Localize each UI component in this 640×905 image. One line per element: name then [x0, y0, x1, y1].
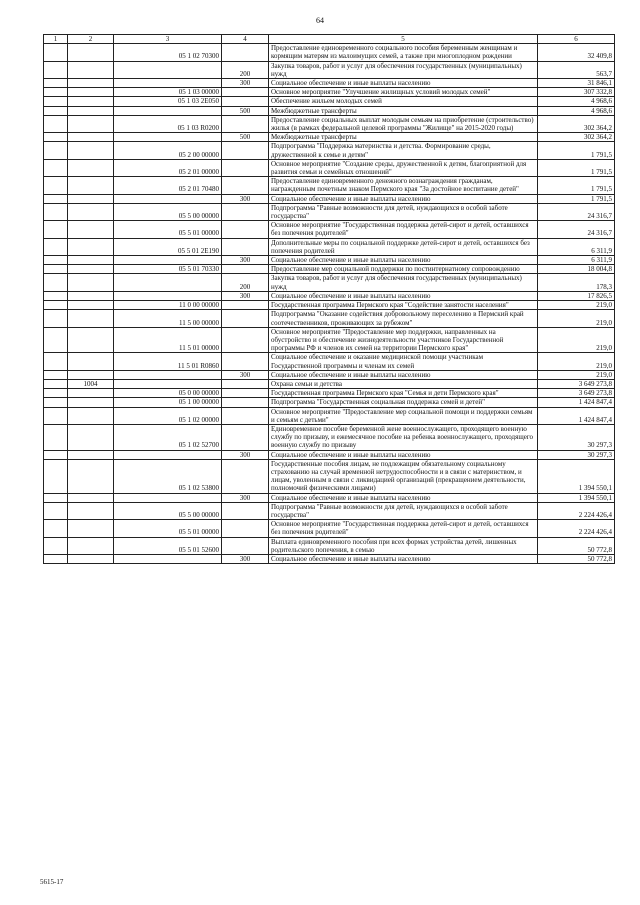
section-cell: [44, 274, 68, 291]
subsection-cell: [68, 424, 114, 450]
budget-table: [43, 34, 615, 564]
description-cell: Единовременное пособие беременной жене военнослужащего, проходящего военную службу по призыву, и ежемесячное пособие на ребенка военнослужащего, проходящего военную службу по призыву: [269, 424, 538, 450]
description-cell: Основное мероприятие "Государственная поддержка детей-сирот и детей, оставшихся без попечения родителей": [269, 520, 538, 537]
amount-cell: 219,0: [538, 310, 615, 327]
expense-type-cell: [222, 424, 269, 450]
section-cell: [44, 133, 68, 142]
target-article-cell: 11 5 01 00000: [114, 327, 222, 353]
table-row: [44, 379, 615, 388]
expense-type-cell: 200: [222, 274, 269, 291]
subsection-cell: [68, 133, 114, 142]
section-cell: [44, 194, 68, 203]
expense-type-cell: [222, 115, 269, 132]
header-cell-3: 3: [114, 35, 222, 44]
section-cell: [44, 370, 68, 379]
amount-cell: 3 649 273,8: [538, 379, 615, 388]
target-article-cell: 05 1 03 00000: [114, 88, 222, 97]
target-article-cell: [114, 133, 222, 142]
table-row: [44, 203, 615, 220]
amount-cell: 31 846,1: [538, 79, 615, 88]
description-cell: Государственные пособия лицам, не подлежащим обязательному социальному страхованию на случай временной нетрудоспособности и в связи с материнством, и лицам, уволенным в связи с ликвидацией организаций (прекращением деятельности, полномочий физическими лицами): [269, 459, 538, 493]
section-cell: [44, 398, 68, 407]
table-row: [44, 274, 615, 291]
section-cell: [44, 203, 68, 220]
description-cell: Предоставление единовременного социального пособия беременным женщинам и кормящим матерям из малоимущих семей, а также при многоплодном рождении: [269, 44, 538, 61]
table-row: [44, 142, 615, 159]
expense-type-cell: [222, 398, 269, 407]
target-article-cell: 05 0 00 00000: [114, 389, 222, 398]
target-article-cell: 11 0 00 00000: [114, 301, 222, 310]
target-article-cell: [114, 370, 222, 379]
table-row: [44, 450, 615, 459]
subsection-cell: [68, 310, 114, 327]
subsection-cell: [68, 79, 114, 88]
target-article-cell: 05 2 00 00000: [114, 142, 222, 159]
section-cell: [44, 221, 68, 238]
section-cell: [44, 115, 68, 132]
amount-cell: 563,7: [538, 61, 615, 78]
amount-cell: 219,0: [538, 370, 615, 379]
subsection-cell: [68, 265, 114, 274]
section-cell: [44, 44, 68, 61]
amount-cell: 2 224 426,4: [538, 502, 615, 519]
description-cell: Подпрограмма "Государственная социальная поддержка семей и детей": [269, 398, 538, 407]
table-row: [44, 407, 615, 424]
target-article-cell: 05 5 01 70330: [114, 265, 222, 274]
amount-cell: 178,3: [538, 274, 615, 291]
target-article-cell: [114, 256, 222, 265]
table-row: [44, 502, 615, 519]
expense-type-cell: [222, 301, 269, 310]
amount-cell: 302 364,2: [538, 115, 615, 132]
table-row: [44, 79, 615, 88]
amount-cell: 6 311,9: [538, 238, 615, 255]
section-cell: [44, 256, 68, 265]
expense-type-cell: [222, 537, 269, 554]
expense-type-cell: [222, 142, 269, 159]
target-article-cell: [114, 493, 222, 502]
subsection-cell: [68, 301, 114, 310]
expense-type-cell: [222, 159, 269, 176]
amount-cell: 1 791,5: [538, 159, 615, 176]
subsection-cell: [68, 194, 114, 203]
document-code: 5615-17: [40, 878, 64, 886]
description-cell: Социальное обеспечение и иные выплаты населению: [269, 79, 538, 88]
table-row: [44, 194, 615, 203]
expense-type-cell: [222, 459, 269, 493]
expense-type-cell: [222, 502, 269, 519]
header-cell-6: 6: [538, 35, 615, 44]
amount-cell: 2 224 426,4: [538, 520, 615, 537]
section-cell: [44, 142, 68, 159]
amount-cell: 32 409,8: [538, 44, 615, 61]
expense-type-cell: [222, 203, 269, 220]
expense-type-cell: [222, 327, 269, 353]
subsection-cell: [68, 274, 114, 291]
amount-cell: 1 394 550,1: [538, 459, 615, 493]
section-cell: [44, 265, 68, 274]
amount-cell: 1 791,5: [538, 194, 615, 203]
section-cell: [44, 450, 68, 459]
table-row: [44, 265, 615, 274]
table-row: [44, 554, 615, 563]
subsection-cell: [68, 520, 114, 537]
expense-type-cell: 300: [222, 450, 269, 459]
section-cell: [44, 177, 68, 194]
expense-type-cell: [222, 310, 269, 327]
subsection-cell: [68, 221, 114, 238]
target-article-cell: 11 5 00 00000: [114, 310, 222, 327]
subsection-cell: [68, 44, 114, 61]
subsection-cell: [68, 398, 114, 407]
expense-type-cell: [222, 238, 269, 255]
table-row: [44, 44, 615, 61]
section-cell: [44, 493, 68, 502]
table-row: [44, 424, 615, 450]
expense-type-cell: [222, 407, 269, 424]
table-row: [44, 106, 615, 115]
amount-cell: 4 968,6: [538, 97, 615, 106]
subsection-cell: 1004: [68, 379, 114, 388]
expense-type-cell: [222, 520, 269, 537]
target-article-cell: 05 5 01 00000: [114, 221, 222, 238]
subsection-cell: [68, 256, 114, 265]
table-row: [44, 88, 615, 97]
subsection-cell: [68, 88, 114, 97]
description-cell: Социальное обеспечение и иные выплаты населению: [269, 450, 538, 459]
target-article-cell: 05 1 02 00000: [114, 407, 222, 424]
description-cell: Подпрограмма "Равные возможности для детей, нуждающихся в особой заботе государства": [269, 502, 538, 519]
description-cell: Предоставление социальных выплат молодым семьям на приобретение (строительство) жилья (в рамках федеральной целевой программы "Жилище" на 2015-2020 годы): [269, 115, 538, 132]
subsection-cell: [68, 554, 114, 563]
table-row: [44, 459, 615, 493]
description-cell: Государственная программа Пермского края "Содействие занятости населения": [269, 301, 538, 310]
subsection-cell: [68, 115, 114, 132]
description-cell: Социальное обеспечение и оказание медицинской помощи участникам Государственной программы и членам их семей: [269, 353, 538, 370]
target-article-cell: 05 5 01 52600: [114, 537, 222, 554]
description-cell: Подпрограмма "Поддержка материнства и детства. Формирование среды, дружественной к семье и детям": [269, 142, 538, 159]
target-article-cell: [114, 106, 222, 115]
target-article-cell: 05 5 01 00000: [114, 520, 222, 537]
header-cell-4: 4: [222, 35, 269, 44]
subsection-cell: [68, 61, 114, 78]
expense-type-cell: 300: [222, 554, 269, 563]
table-row: [44, 256, 615, 265]
description-cell: Социальное обеспечение и иные выплаты населению: [269, 291, 538, 300]
section-cell: [44, 79, 68, 88]
expense-type-cell: [222, 44, 269, 61]
description-cell: Основное мероприятие "Создание среды, дружественной к детям, благоприятной для развития семьи и семейных отношений": [269, 159, 538, 176]
table-row: [44, 370, 615, 379]
amount-cell: 30 297,3: [538, 450, 615, 459]
table-row: [44, 291, 615, 300]
header-cell-2: 2: [68, 35, 114, 44]
subsection-cell: [68, 370, 114, 379]
table-body: [44, 44, 615, 564]
section-cell: [44, 389, 68, 398]
target-article-cell: 05 5 01 2Е190: [114, 238, 222, 255]
section-cell: [44, 291, 68, 300]
section-cell: [44, 88, 68, 97]
description-cell: Обеспечение жильем молодых семей: [269, 97, 538, 106]
table-row: [44, 221, 615, 238]
amount-cell: 307 332,8: [538, 88, 615, 97]
amount-cell: 50 772,8: [538, 537, 615, 554]
subsection-cell: [68, 459, 114, 493]
target-article-cell: [114, 194, 222, 203]
table-row: [44, 61, 615, 78]
expense-type-cell: 500: [222, 106, 269, 115]
section-cell: [44, 310, 68, 327]
target-article-cell: [114, 61, 222, 78]
amount-cell: 3 649 273,8: [538, 389, 615, 398]
subsection-cell: [68, 97, 114, 106]
amount-cell: 302 364,2: [538, 133, 615, 142]
amount-cell: 4 968,6: [538, 106, 615, 115]
section-cell: [44, 353, 68, 370]
target-article-cell: 05 5 00 00000: [114, 203, 222, 220]
expense-type-cell: [222, 353, 269, 370]
amount-cell: 1 791,5: [538, 177, 615, 194]
expense-type-cell: 500: [222, 133, 269, 142]
expense-type-cell: [222, 177, 269, 194]
amount-cell: 1 791,5: [538, 142, 615, 159]
subsection-cell: [68, 238, 114, 255]
table-row: [44, 398, 615, 407]
subsection-cell: [68, 327, 114, 353]
description-cell: Межбюджетные трансферты: [269, 133, 538, 142]
description-cell: Основное мероприятие "Улучшение жилищных условий молодых семей": [269, 88, 538, 97]
section-cell: [44, 424, 68, 450]
description-cell: Основное мероприятие "Предоставление мер поддержки, направленных на обустройство и обеспечение жизнедеятельности участников Государственной программы РФ и членов их семей на территории Пермского края": [269, 327, 538, 353]
target-article-cell: 05 2 01 00000: [114, 159, 222, 176]
target-article-cell: [114, 79, 222, 88]
subsection-cell: [68, 142, 114, 159]
section-cell: [44, 407, 68, 424]
description-cell: Охрана семьи и детства: [269, 379, 538, 388]
target-article-cell: [114, 554, 222, 563]
subsection-cell: [68, 502, 114, 519]
amount-cell: 18 004,8: [538, 265, 615, 274]
section-cell: [44, 106, 68, 115]
table-row: [44, 493, 615, 502]
target-article-cell: 05 2 01 70480: [114, 177, 222, 194]
section-cell: [44, 301, 68, 310]
amount-cell: 24 316,7: [538, 221, 615, 238]
subsection-cell: [68, 106, 114, 115]
table-row: [44, 133, 615, 142]
target-article-cell: 05 1 00 00000: [114, 398, 222, 407]
description-cell: Дополнительные меры по социальной поддержке детей-сирот и детей, оставшихся без попечения родителей: [269, 238, 538, 255]
table-row: [44, 97, 615, 106]
amount-cell: 1 424 847,4: [538, 398, 615, 407]
page-number: 64: [316, 16, 324, 25]
amount-cell: 50 772,8: [538, 554, 615, 563]
subsection-cell: [68, 450, 114, 459]
target-article-cell: 05 1 02 70300: [114, 44, 222, 61]
target-article-cell: 05 5 00 00000: [114, 502, 222, 519]
table-row: [44, 115, 615, 132]
section-cell: [44, 238, 68, 255]
description-cell: Предоставление мер социальной поддержки по постинтернатному сопровождению: [269, 265, 538, 274]
table-row: [44, 389, 615, 398]
header-cell-5: 5: [269, 35, 538, 44]
amount-cell: 17 826,5: [538, 291, 615, 300]
amount-cell: 1 394 550,1: [538, 493, 615, 502]
section-cell: [44, 520, 68, 537]
target-article-cell: 05 1 03 2Е050: [114, 97, 222, 106]
amount-cell: 1 424 847,4: [538, 407, 615, 424]
amount-cell: 219,0: [538, 327, 615, 353]
description-cell: Социальное обеспечение и иные выплаты населению: [269, 194, 538, 203]
expense-type-cell: 300: [222, 194, 269, 203]
expense-type-cell: 200: [222, 61, 269, 78]
table-row: [44, 353, 615, 370]
description-cell: Социальное обеспечение и иные выплаты населению: [269, 256, 538, 265]
expense-type-cell: 300: [222, 256, 269, 265]
target-article-cell: 05 1 02 53800: [114, 459, 222, 493]
expense-type-cell: 300: [222, 493, 269, 502]
section-cell: [44, 97, 68, 106]
description-cell: Закупка товаров, работ и услуг для обеспечения государственных (муниципальных) нужд: [269, 274, 538, 291]
subsection-cell: [68, 159, 114, 176]
subsection-cell: [68, 291, 114, 300]
expense-type-cell: [222, 221, 269, 238]
expense-type-cell: [222, 265, 269, 274]
section-cell: [44, 459, 68, 493]
description-cell: Социальное обеспечение и иные выплаты населению: [269, 554, 538, 563]
target-article-cell: [114, 450, 222, 459]
target-article-cell: [114, 291, 222, 300]
description-cell: Основное мероприятие "Государственная поддержка детей-сирот и детей, оставшихся без попечения родителей": [269, 221, 538, 238]
expense-type-cell: 300: [222, 370, 269, 379]
description-cell: Социальное обеспечение и иные выплаты населению: [269, 370, 538, 379]
amount-cell: 219,0: [538, 353, 615, 370]
subsection-cell: [68, 389, 114, 398]
expense-type-cell: 300: [222, 291, 269, 300]
table-header: [44, 35, 615, 44]
target-article-cell: 05 1 03 R0200: [114, 115, 222, 132]
description-cell: Предоставление единовременного денежного вознаграждения гражданам, награжденным почетным знаком Пермского края "За достойное воспитание детей": [269, 177, 538, 194]
section-cell: [44, 159, 68, 176]
target-article-cell: 05 1 02 52700: [114, 424, 222, 450]
amount-cell: 24 316,7: [538, 203, 615, 220]
subsection-cell: [68, 493, 114, 502]
subsection-cell: [68, 537, 114, 554]
table-row: [44, 537, 615, 554]
section-cell: [44, 61, 68, 78]
description-cell: Основное мероприятие "Предоставление мер социальной помощи и поддержки семьям и семьям с детьми": [269, 407, 538, 424]
section-cell: [44, 554, 68, 563]
header-cell-1: 1: [44, 35, 68, 44]
target-article-cell: [114, 379, 222, 388]
subsection-cell: [68, 407, 114, 424]
table-row: [44, 310, 615, 327]
target-article-cell: [114, 274, 222, 291]
description-cell: Государственная программа Пермского края "Семья и дети Пермского края": [269, 389, 538, 398]
description-cell: Социальное обеспечение и иные выплаты населению: [269, 493, 538, 502]
table-row: [44, 301, 615, 310]
section-cell: [44, 327, 68, 353]
target-article-cell: 11 5 01 R0860: [114, 353, 222, 370]
expense-type-cell: 300: [222, 79, 269, 88]
subsection-cell: [68, 203, 114, 220]
amount-cell: 30 297,3: [538, 424, 615, 450]
description-cell: Закупка товаров, работ и услуг для обеспечения государственных (муниципальных) нужд: [269, 61, 538, 78]
description-cell: Выплата единовременного пособия при всех формах устройства детей, лишенных родительского попечения, в семью: [269, 537, 538, 554]
expense-type-cell: [222, 88, 269, 97]
amount-cell: 6 311,9: [538, 256, 615, 265]
table-row: [44, 159, 615, 176]
section-cell: [44, 379, 68, 388]
header-row: [44, 35, 615, 44]
description-cell: Подпрограмма "Равные возможности для детей, нуждающихся в особой заботе государства": [269, 203, 538, 220]
section-cell: [44, 537, 68, 554]
section-cell: [44, 502, 68, 519]
table-row: [44, 327, 615, 353]
table-row: [44, 177, 615, 194]
expense-type-cell: [222, 97, 269, 106]
table-row: [44, 520, 615, 537]
description-cell: Межбюджетные трансферты: [269, 106, 538, 115]
subsection-cell: [68, 177, 114, 194]
subsection-cell: [68, 353, 114, 370]
expense-type-cell: [222, 389, 269, 398]
amount-cell: 219,0: [538, 301, 615, 310]
table-row: [44, 238, 615, 255]
expense-type-cell: [222, 379, 269, 388]
description-cell: Подпрограмма "Оказание содействия добровольному переселению в Пермский край соотечественников, проживающих за рубежом": [269, 310, 538, 327]
